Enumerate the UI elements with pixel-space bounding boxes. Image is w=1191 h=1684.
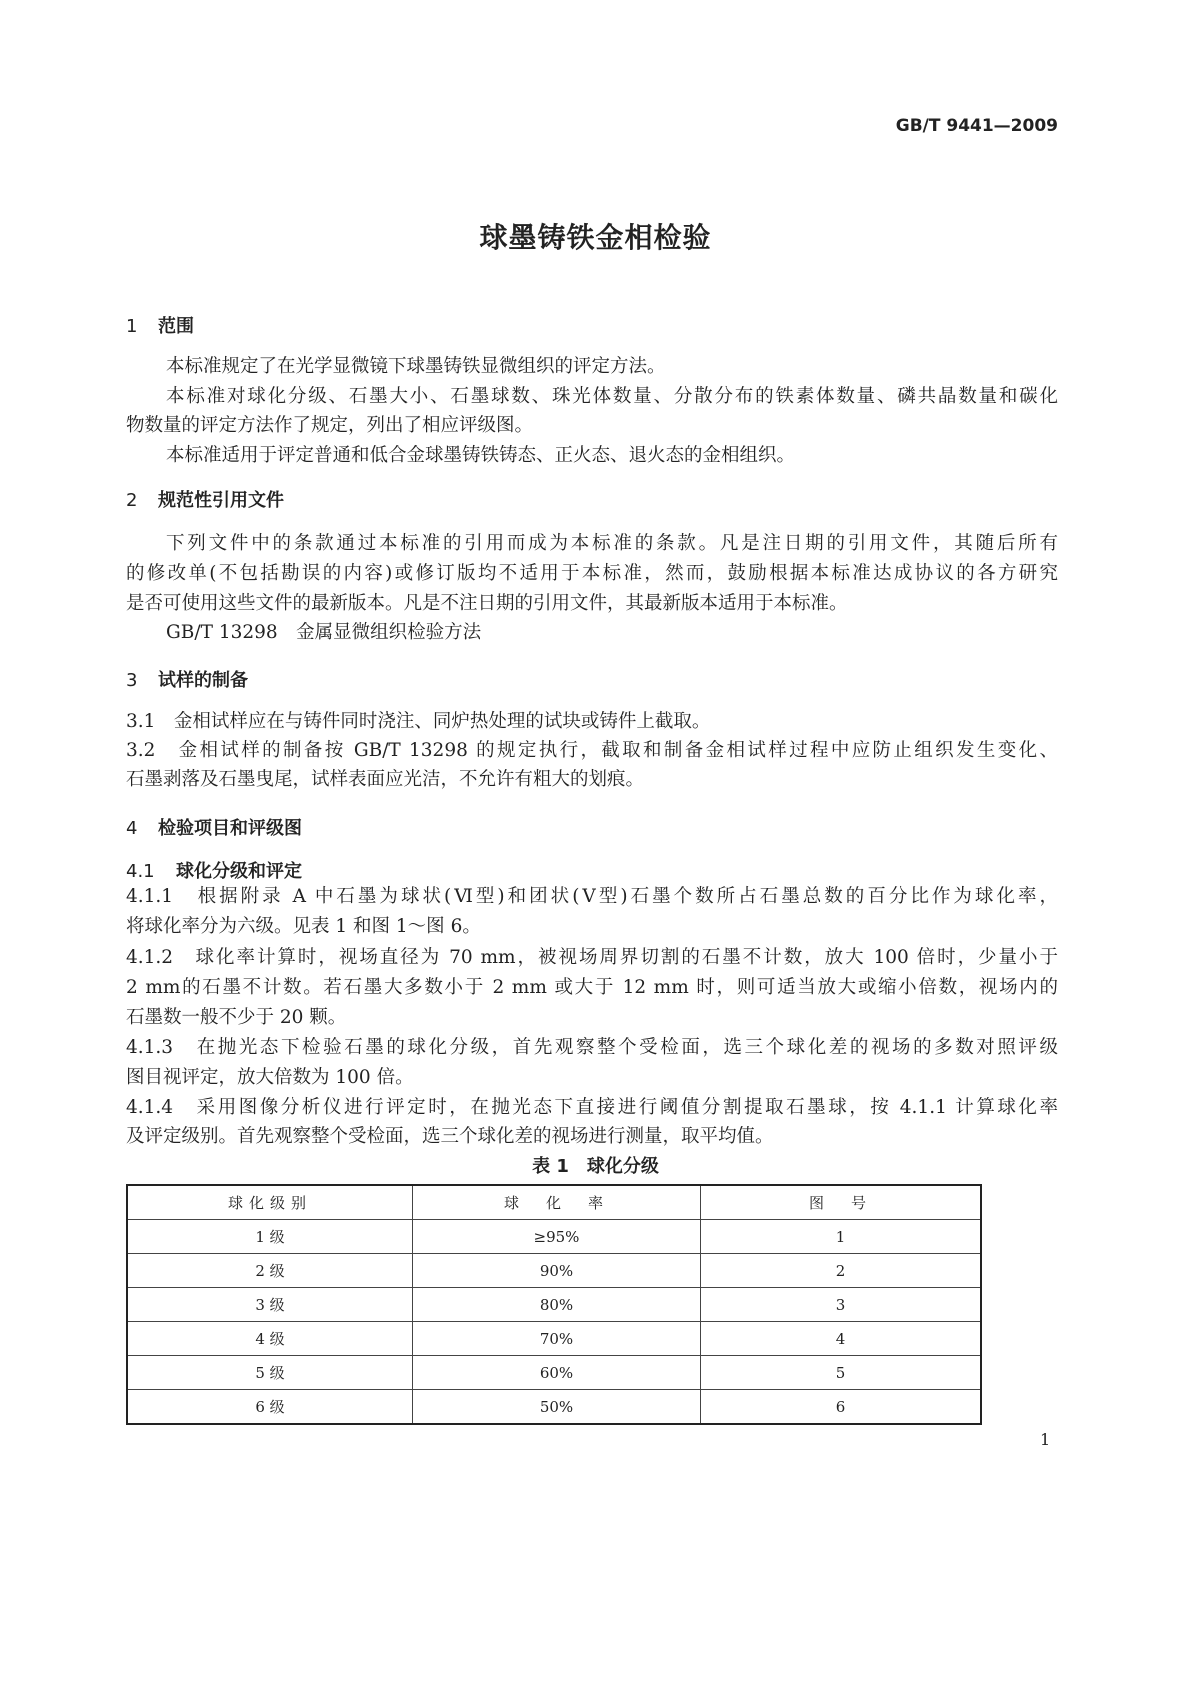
table-cell: 6 <box>701 1390 982 1425</box>
table-cell: 5 级 <box>127 1356 413 1390</box>
paragraph-line: 将球化率分为六级。见表 1 和图 1～图 6。 <box>126 916 481 937</box>
paragraph-line: 图目视评定，放大倍数为 100 倍。 <box>126 1067 414 1088</box>
section-3-heading <box>126 666 248 692</box>
section-number: 4.1 <box>126 861 155 882</box>
section-4-1-heading <box>126 857 302 883</box>
section-title: 试样的制备 <box>158 670 248 691</box>
paragraph-line: 下列文件中的条款通过本标准的引用而成为本标准的条款。凡是注日期的引用文件，其随后所有 <box>166 533 1058 554</box>
paragraph-line: 的修改单(不包括勘误的内容)或修订版均不适用于本标准，然而，鼓励根据本标准达成协议的各方研究 <box>126 563 1058 584</box>
section-number: 2 <box>126 490 138 511</box>
table-row <box>127 1288 981 1322</box>
table-cell: 5 <box>701 1356 982 1390</box>
section-title: 球化分级和评定 <box>176 861 302 882</box>
spheroidization-grade-table <box>126 1184 982 1425</box>
clause-3-1: 3.1 金相试样应在与铸件同时浇注、同炉热处理的试块或铸件上截取。 <box>126 711 711 732</box>
paragraph-line: 物数量的评定方法作了规定，列出了相应评级图。 <box>126 415 534 436</box>
table-row <box>127 1254 981 1288</box>
table-cell: 1 <box>701 1220 982 1254</box>
table-caption: 表 1 球化分级 <box>532 1156 659 1177</box>
table-cell: 60% <box>413 1356 701 1390</box>
paragraph-line: 石墨数一般不少于 20 颗。 <box>126 1007 347 1028</box>
table-cell: 3 级 <box>127 1288 413 1322</box>
paragraph-line: 本标准适用于评定普通和低合金球墨铸铁铸态、正火态、退火态的金相组织。 <box>166 445 796 466</box>
table-cell: 80% <box>413 1288 701 1322</box>
clause-4-1-4: 4.1.4 采用图像分析仪进行评定时，在抛光态下直接进行阈值分割提取石墨球，按 4.1.1 计算球化率 <box>126 1097 1058 1118</box>
page-number: 1 <box>1040 1430 1051 1449</box>
table-cell: 70% <box>413 1322 701 1356</box>
section-title: 范围 <box>158 316 194 337</box>
section-number: 3 <box>126 670 138 691</box>
table-row <box>127 1390 981 1425</box>
table-row <box>127 1220 981 1254</box>
table-cell: 1 级 <box>127 1220 413 1254</box>
table-cell: 6 级 <box>127 1390 413 1425</box>
section-number: 1 <box>126 316 138 337</box>
section-2-heading <box>126 486 284 512</box>
table-cell: 2 级 <box>127 1254 413 1288</box>
column-header: 球 化 率 <box>413 1185 701 1220</box>
paragraph-line: 石墨剥落及石墨曳尾，试样表面应光洁，不允许有粗大的划痕。 <box>126 769 645 790</box>
paragraph-line: 2 mm的石墨不计数。若石墨大多数小于 2 mm 或大于 12 mm 时，则可适当放大或缩小倍数，视场内的 <box>126 977 1058 998</box>
table-header-row <box>127 1185 981 1220</box>
paragraph-line: 本标准对球化分级、石墨大小、石墨球数、珠光体数量、分散分布的铁素体数量、磷共晶数量和碳化 <box>166 386 1058 407</box>
table-cell: 4 <box>701 1322 982 1356</box>
paragraph-line: 及评定级别。首先观察整个受检面，选三个球化差的视场进行测量，取平均值。 <box>126 1126 774 1147</box>
paragraph-line: 本标准规定了在光学显微镜下球墨铸铁显微组织的评定方法。 <box>166 356 666 377</box>
table-row <box>127 1356 981 1390</box>
table-row <box>127 1322 981 1356</box>
document-id: GB/T 9441—2009 <box>895 116 1058 136</box>
table-cell: ≥95% <box>413 1220 701 1254</box>
column-header: 图 号 <box>701 1185 982 1220</box>
section-title: 检验项目和评级图 <box>158 818 302 839</box>
page-title: 球墨铸铁金相检验 <box>479 221 712 254</box>
table-cell: 3 <box>701 1288 982 1322</box>
column-header: 球化级别 <box>127 1185 413 1220</box>
section-4-heading <box>126 814 302 840</box>
clause-3-2: 3.2 金相试样的制备按 GB/T 13298 的规定执行，截取和制备金相试样过程中应防止组织发生变化、 <box>126 740 1058 761</box>
paragraph-line: 是否可使用这些文件的最新版本。凡是不注日期的引用文件，其最新版本适用于本标准。 <box>126 593 848 614</box>
table-cell: 4 级 <box>127 1322 413 1356</box>
section-number: 4 <box>126 818 138 839</box>
clause-4-1-3: 4.1.3 在抛光态下检验石墨的球化分级，首先观察整个受检面，选三个球化差的视场的多数对照评级 <box>126 1037 1058 1058</box>
clause-4-1-1: 4.1.1 根据附录 A 中石墨为球状(Ⅵ型)和团状(Ⅴ型)石墨个数所占石墨总数的百分比作为球化率， <box>126 886 1058 907</box>
table-cell: 90% <box>413 1254 701 1288</box>
section-1-heading <box>126 312 194 338</box>
table-cell: 2 <box>701 1254 982 1288</box>
reference-item: GB/T 13298 金属显微组织检验方法 <box>166 622 482 643</box>
section-title: 规范性引用文件 <box>158 490 284 511</box>
table-cell: 50% <box>413 1390 701 1425</box>
clause-4-1-2: 4.1.2 球化率计算时，视场直径为 70 mm，被视场周界切割的石墨不计数，放大 100 倍时，少量小于 <box>126 947 1058 968</box>
